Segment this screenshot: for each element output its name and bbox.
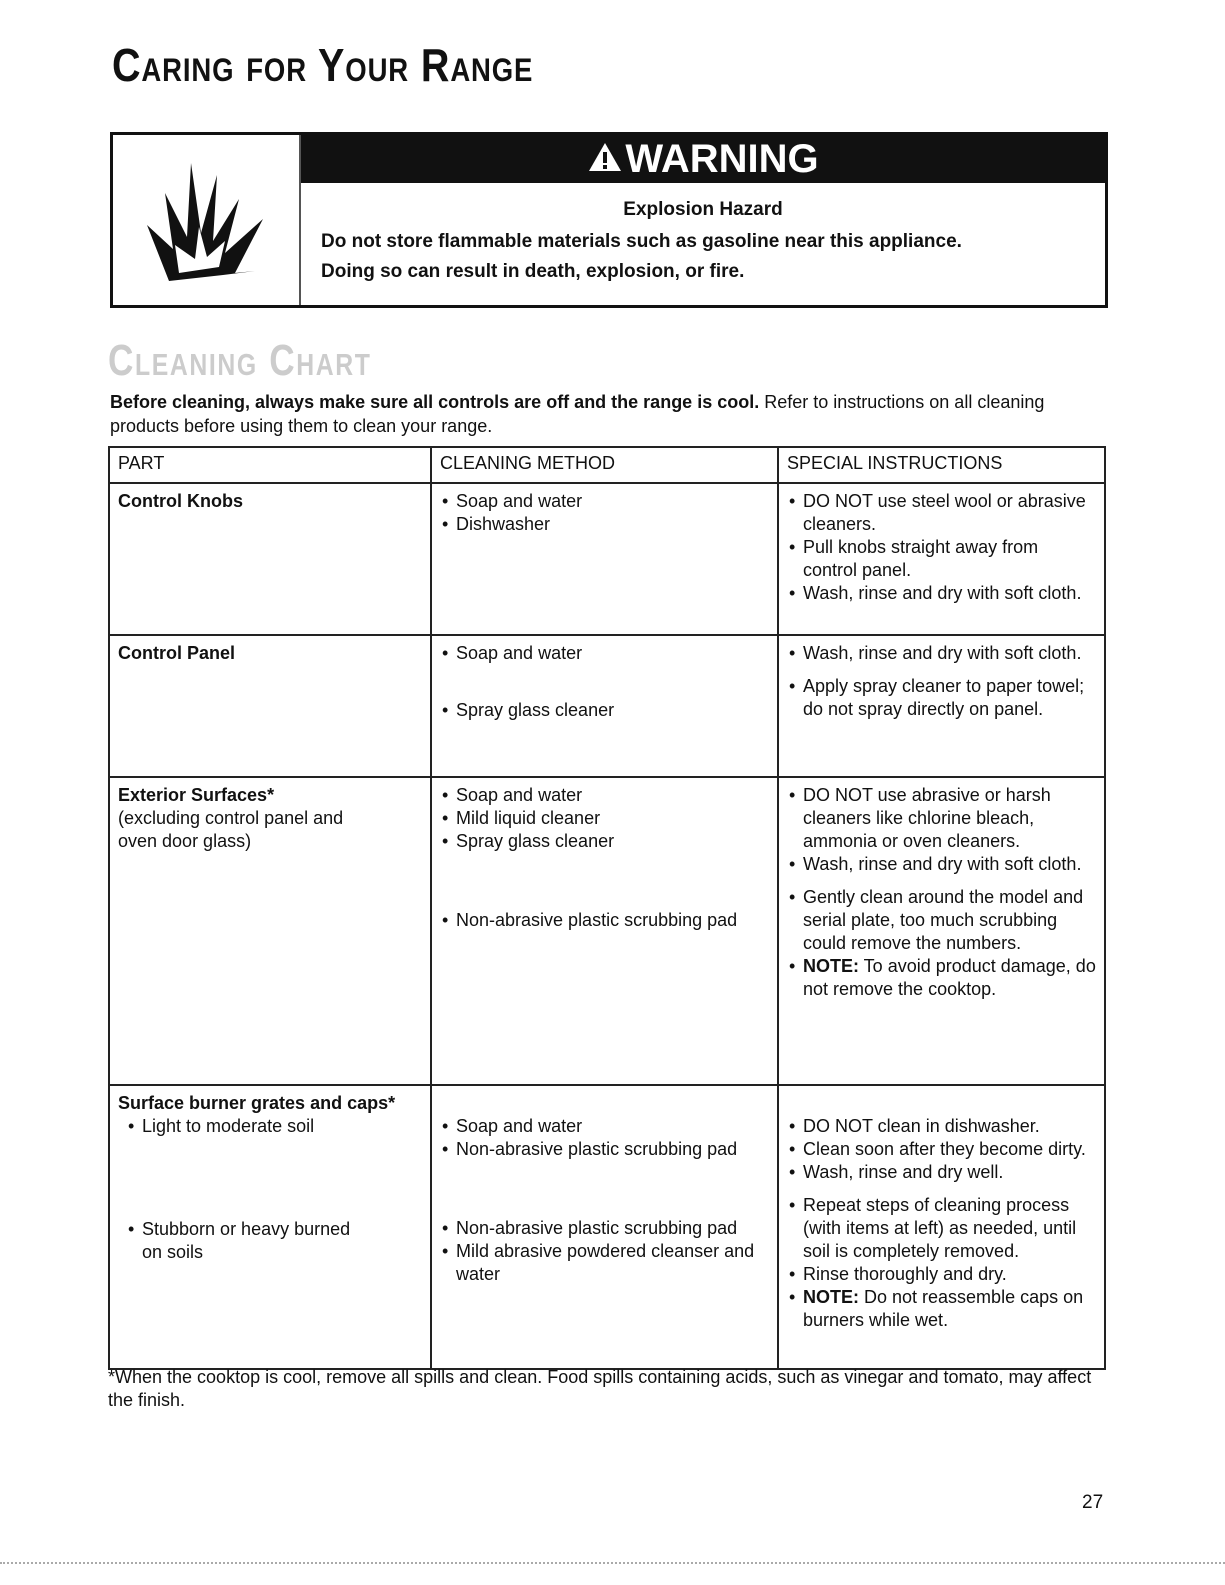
warning-box bbox=[110, 132, 1108, 308]
list-item: • Wash, rinse and dry with soft cloth. bbox=[787, 853, 1096, 876]
table-row bbox=[109, 777, 1105, 1085]
warning-line-1: Do not store flammable materials such as gasoline near this appliance. bbox=[321, 231, 962, 252]
list-item: • Non-abrasive plastic scrubbing pad bbox=[440, 1138, 769, 1161]
intro-bold: Before cleaning, always make sure all controls are off and the range is cool. bbox=[110, 392, 760, 412]
note-text: To avoid product damage, do not remove the cooktop. bbox=[803, 956, 1096, 999]
table-row bbox=[109, 483, 1105, 635]
table-row bbox=[109, 1085, 1105, 1369]
list-item: • Non-abrasive plastic scrubbing pad bbox=[440, 909, 769, 932]
list-item: • Dishwasher bbox=[440, 513, 769, 536]
list-item: • Spray glass cleaner bbox=[440, 830, 769, 853]
header-part: PART bbox=[109, 447, 431, 483]
method-cell bbox=[431, 635, 778, 777]
list-item: • Mild liquid cleaner bbox=[440, 807, 769, 830]
part-name: Control Knobs bbox=[118, 491, 243, 511]
part-name: Surface burner grates and caps* bbox=[118, 1093, 396, 1113]
list-item: • Repeat steps of cleaning process (with items at left) as needed, until soil is completely removed. bbox=[787, 1194, 1096, 1263]
list-item: • Non-abrasive plastic scrubbing pad bbox=[440, 1217, 769, 1240]
method-cell bbox=[431, 777, 778, 1085]
list-item bbox=[787, 955, 1096, 1001]
instructions-cell bbox=[778, 635, 1105, 777]
list-item: • Spray glass cleaner bbox=[440, 699, 769, 722]
warning-line-2: Doing so can result in death, explosion, or fire. bbox=[321, 261, 745, 282]
table-header-row bbox=[109, 447, 1105, 483]
list-item: • DO NOT clean in dishwasher. bbox=[787, 1115, 1096, 1138]
explosion-icon-box bbox=[113, 135, 301, 305]
list-item: • Soap and water bbox=[440, 490, 769, 513]
list-item: • Clean soon after they become dirty. bbox=[787, 1138, 1096, 1161]
explosion-icon bbox=[139, 153, 269, 283]
list-item bbox=[787, 1286, 1096, 1332]
instructions-cell bbox=[778, 777, 1105, 1085]
list-item: • Rinse thoroughly and dry. bbox=[787, 1263, 1096, 1286]
list-item: • Light to moderate soil bbox=[118, 1115, 422, 1138]
list-item: • Soap and water bbox=[440, 1115, 769, 1138]
note-label: NOTE: bbox=[803, 1287, 859, 1307]
header-cleaning-method: CLEANING METHOD bbox=[431, 447, 778, 483]
table-row bbox=[109, 635, 1105, 777]
list-item: • DO NOT use abrasive or harsh cleaners like chlorine bleach, ammonia or oven cleaners. bbox=[787, 784, 1096, 853]
part-cell bbox=[109, 483, 431, 635]
part-cell bbox=[109, 635, 431, 777]
part-note: (excluding control panel and oven door glass) bbox=[118, 808, 344, 851]
intro-paragraph bbox=[110, 390, 1110, 438]
list-item: • DO NOT use steel wool or abrasive cleaners. bbox=[787, 490, 1096, 536]
list-item: • Mild abrasive powdered cleanser and water bbox=[440, 1240, 769, 1286]
page-title: Caring for Your Range bbox=[112, 39, 534, 91]
part-name: Control Panel bbox=[118, 643, 236, 663]
list-item: • Wash, rinse and dry with soft cloth. bbox=[787, 582, 1096, 605]
header-special-instructions: SPECIAL INSTRUCTIONS bbox=[778, 447, 1105, 483]
warning-banner-text: WARNING bbox=[625, 137, 819, 181]
list-item: • Apply spray cleaner to paper towel; do not spray directly on panel. bbox=[787, 675, 1096, 721]
method-cell bbox=[431, 483, 778, 635]
part-name: Exterior Surfaces* bbox=[118, 785, 275, 805]
warning-banner bbox=[301, 135, 1105, 183]
part-cell bbox=[109, 777, 431, 1085]
list-item: • Wash, rinse and dry well. bbox=[787, 1161, 1096, 1184]
list-item: • Soap and water bbox=[440, 642, 769, 665]
part-cell bbox=[109, 1085, 431, 1369]
bottom-divider bbox=[0, 1562, 1225, 1564]
list-item: • Stubborn or heavy burned on soils bbox=[118, 1218, 372, 1264]
cleaning-chart-table bbox=[108, 446, 1106, 1370]
note-label: NOTE: bbox=[803, 956, 859, 976]
list-item: • Wash, rinse and dry with soft cloth. bbox=[787, 642, 1096, 665]
warning-triangle-icon bbox=[587, 141, 623, 173]
list-item: • Soap and water bbox=[440, 784, 769, 807]
note-text: Do not reassemble caps on burners while wet. bbox=[803, 1287, 1084, 1330]
instructions-cell bbox=[778, 483, 1105, 635]
list-item: • Pull knobs straight away from control panel. bbox=[787, 536, 1096, 582]
section-title: Cleaning Chart bbox=[108, 336, 372, 385]
list-item: • Gently clean around the model and serial plate, too much scrubbing could remove the numbers. bbox=[787, 886, 1096, 955]
intro-rest: Refer to instructions on all cleaning products before using them to clean your range. bbox=[110, 392, 1045, 436]
instructions-cell bbox=[778, 1085, 1105, 1369]
footnote: *When the cooktop is cool, remove all spills and clean. Food spills containing acids, such as vinegar and tomato, may affect the finish. bbox=[108, 1367, 1092, 1410]
method-cell bbox=[431, 1085, 778, 1369]
page-number: 27 bbox=[1082, 1492, 1104, 1513]
warning-heading: Explosion Hazard bbox=[623, 199, 783, 220]
